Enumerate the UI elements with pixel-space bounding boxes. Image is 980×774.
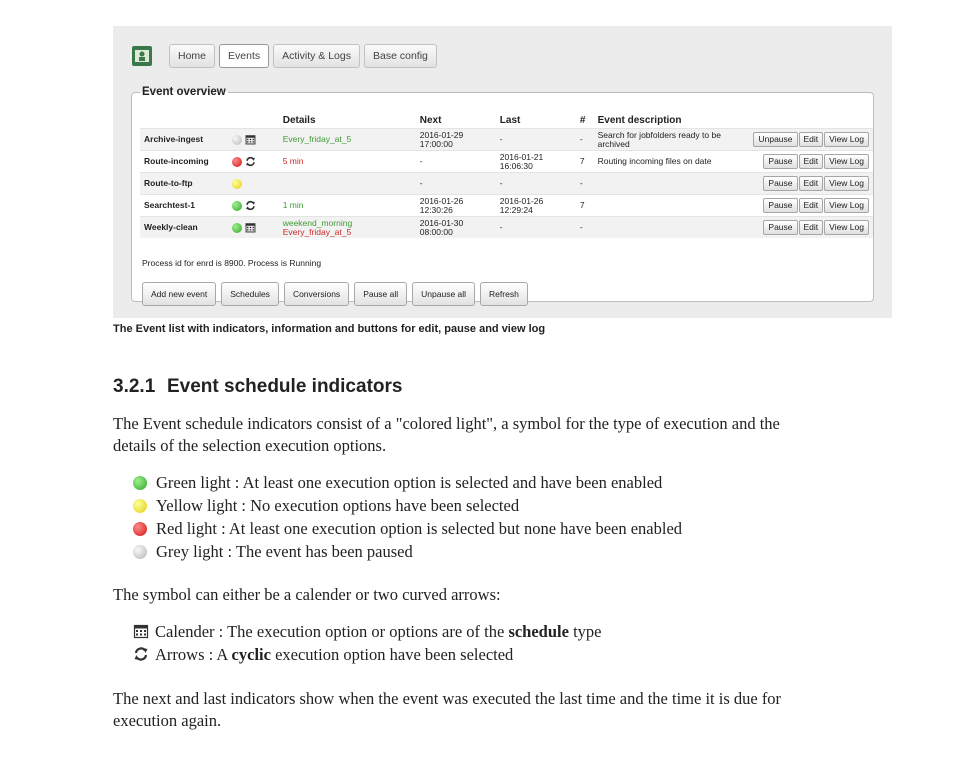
nav-tab-events[interactable]: Events bbox=[219, 44, 269, 68]
pause-toggle-button[interactable]: Unpause bbox=[753, 132, 797, 147]
last-text: 16:06:30 bbox=[499, 160, 533, 171]
last-text: 2016-01-26 bbox=[499, 195, 544, 206]
calendar-icon bbox=[133, 623, 149, 639]
event-overview-panel bbox=[131, 86, 874, 302]
symbol-intro-paragraph: The symbol can either be a calender or two curved arrows: bbox=[113, 585, 501, 604]
pause-toggle-button[interactable]: Pause bbox=[763, 176, 797, 191]
pause-toggle-button[interactable]: Pause bbox=[763, 198, 797, 213]
add-new-event-button[interactable]: Add new event bbox=[142, 282, 216, 306]
view-log-button[interactable]: View Log bbox=[824, 198, 869, 213]
list-item-calendar bbox=[133, 620, 602, 643]
next-text: 12:30:26 bbox=[419, 204, 453, 215]
edit-button[interactable]: Edit bbox=[799, 176, 824, 191]
pause-toggle-button[interactable]: Pause bbox=[763, 220, 797, 235]
details-cell bbox=[279, 195, 416, 217]
last-text: - bbox=[499, 222, 503, 232]
arrows-text: Arrows : A bbox=[155, 645, 232, 664]
col-description: Event description bbox=[597, 114, 682, 126]
details-cell bbox=[279, 129, 416, 151]
last-text: - bbox=[499, 134, 503, 144]
next-text: 2016-01-30 bbox=[419, 217, 464, 228]
conversions-button[interactable]: Conversions bbox=[284, 282, 349, 306]
calendar-bold: schedule bbox=[508, 622, 569, 641]
table-row bbox=[140, 217, 873, 239]
actions-cell bbox=[747, 195, 873, 217]
nav-tab-home[interactable]: Home bbox=[169, 44, 215, 68]
last-text: 12:29:24 bbox=[499, 204, 533, 215]
arrows-bold: cyclic bbox=[231, 645, 271, 664]
yellow-light-text: Yellow light : No execution options have been selected bbox=[156, 496, 520, 515]
next-text: 2016-01-29 bbox=[419, 129, 464, 140]
pause-all-button[interactable]: Pause all bbox=[354, 282, 407, 306]
next-cell bbox=[416, 195, 496, 217]
view-log-button[interactable]: View Log bbox=[824, 132, 869, 147]
view-log-button[interactable]: View Log bbox=[824, 176, 869, 191]
grey-light-text: Grey light : The event has been paused bbox=[156, 542, 413, 561]
col-count: # bbox=[579, 114, 586, 126]
event-name[interactable]: Archive-ingest bbox=[140, 129, 228, 151]
description-cell bbox=[594, 173, 747, 195]
yellow-light-icon bbox=[133, 499, 147, 513]
nav-tab-base-config[interactable]: Base config bbox=[364, 44, 437, 68]
count-cell: - bbox=[576, 173, 594, 195]
col-next: Next bbox=[419, 114, 442, 126]
process-status: Process id for enrd is 8900. Process is Running bbox=[142, 258, 322, 268]
detail-text: 1 min bbox=[282, 200, 304, 210]
indicator-cell bbox=[228, 173, 278, 195]
nav-tab-activity-logs[interactable]: Activity & Logs bbox=[273, 44, 360, 68]
indicator-cell bbox=[228, 129, 278, 151]
last-cell bbox=[496, 129, 576, 151]
next-text: 08:00:00 bbox=[419, 226, 453, 237]
description-cell: Search for jobfolders ready to be archived bbox=[594, 129, 747, 151]
next-text: 2016-01-26 bbox=[419, 195, 464, 206]
detail-text: Every_friday_at_5 bbox=[282, 134, 352, 144]
edit-button[interactable]: Edit bbox=[799, 154, 824, 169]
green-light-text: Green light : At least one execution option is selected and have been enabled bbox=[156, 473, 663, 492]
section-title: Event schedule indicators bbox=[167, 376, 403, 397]
last-text: - bbox=[499, 178, 503, 188]
next-text: - bbox=[419, 178, 423, 188]
actions-cell bbox=[747, 151, 873, 173]
closing-paragraph: The next and last indicators show when the event was executed the last time and the time it is due for execution again. bbox=[113, 689, 782, 730]
next-text: 17:00:00 bbox=[419, 138, 453, 149]
panel-title: Event overview bbox=[142, 86, 226, 98]
table-row bbox=[140, 151, 873, 173]
calendar-icon bbox=[245, 222, 256, 233]
indicator-cell bbox=[228, 217, 278, 239]
table-row bbox=[140, 129, 873, 151]
last-text: 2016-01-21 bbox=[499, 151, 544, 162]
refresh-button[interactable]: Refresh bbox=[480, 282, 528, 306]
app-logo-icon bbox=[129, 43, 155, 69]
schedules-button[interactable]: Schedules bbox=[221, 282, 279, 306]
arrows-icon bbox=[245, 200, 256, 211]
col-details: Details bbox=[282, 114, 316, 126]
indicator-cell bbox=[228, 195, 278, 217]
event-name[interactable]: Route-incoming bbox=[140, 151, 228, 173]
description-cell: Routing incoming files on date bbox=[594, 151, 747, 173]
arrows-icon bbox=[245, 156, 256, 167]
details-cell bbox=[279, 151, 416, 173]
indicator-cell bbox=[228, 151, 278, 173]
calendar-icon bbox=[245, 134, 256, 145]
edit-button[interactable]: Edit bbox=[799, 198, 824, 213]
event-table bbox=[140, 112, 873, 238]
last-cell bbox=[496, 195, 576, 217]
col-last: Last bbox=[499, 114, 521, 126]
detail-text: Every_friday_at_5 bbox=[282, 226, 352, 237]
lights-list bbox=[133, 471, 682, 563]
list-item-green-light bbox=[133, 471, 682, 494]
detail-text: weekend_morning bbox=[282, 217, 353, 228]
last-cell bbox=[496, 151, 576, 173]
last-cell bbox=[496, 217, 576, 239]
green-light-icon bbox=[133, 476, 147, 490]
count-cell: - bbox=[576, 217, 594, 239]
symbols-list bbox=[133, 620, 602, 666]
next-cell bbox=[416, 151, 496, 173]
detail-text: 5 min bbox=[282, 156, 304, 166]
event-name[interactable]: Searchtest-1 bbox=[140, 195, 228, 217]
arrows-suffix: execution option have been selected bbox=[270, 645, 514, 664]
grey-light-icon bbox=[232, 135, 242, 145]
section-number: 3.2.1 bbox=[113, 376, 156, 397]
section-heading bbox=[113, 376, 402, 398]
next-cell bbox=[416, 217, 496, 239]
calendar-suffix: type bbox=[568, 622, 602, 641]
next-cell bbox=[416, 173, 496, 195]
green-light-icon bbox=[232, 201, 242, 211]
red-light-icon bbox=[133, 522, 147, 536]
view-log-button[interactable]: View Log bbox=[824, 220, 869, 235]
intro-paragraph: The Event schedule indicators consist of a "colored light", a symbol for the type of execution and the details of the selection execution options. bbox=[113, 414, 780, 455]
actions-cell bbox=[747, 217, 873, 239]
actions-cell bbox=[747, 173, 873, 195]
next-cell bbox=[416, 129, 496, 151]
count-cell: 7 bbox=[576, 195, 594, 217]
view-log-button[interactable]: View Log bbox=[824, 154, 869, 169]
last-cell bbox=[496, 173, 576, 195]
grey-light-icon bbox=[133, 545, 147, 559]
table-row bbox=[140, 173, 873, 195]
top-nav bbox=[129, 42, 441, 70]
description-cell bbox=[594, 217, 747, 239]
event-name[interactable]: Weekly-clean bbox=[140, 217, 228, 239]
calendar-text: Calender : The execution option or options are of the bbox=[155, 622, 509, 641]
app-screenshot bbox=[113, 26, 892, 318]
description-cell bbox=[594, 195, 747, 217]
unpause-all-button[interactable]: Unpause all bbox=[412, 282, 475, 306]
green-light-icon bbox=[232, 223, 242, 233]
arrows-icon bbox=[133, 646, 149, 662]
count-cell: - bbox=[576, 129, 594, 151]
list-item-arrows bbox=[133, 643, 602, 666]
edit-button[interactable]: Edit bbox=[799, 220, 824, 235]
list-item-red-light bbox=[133, 517, 682, 540]
pause-toggle-button[interactable]: Pause bbox=[763, 154, 797, 169]
table-row bbox=[140, 195, 873, 217]
yellow-light-icon bbox=[232, 179, 242, 189]
actions-cell bbox=[747, 129, 873, 151]
event-name[interactable]: Route-to-ftp bbox=[140, 173, 228, 195]
details-cell bbox=[279, 173, 416, 195]
figure-caption: The Event list with indicators, information and buttons for edit, pause and view log bbox=[113, 323, 546, 335]
edit-button[interactable]: Edit bbox=[799, 132, 824, 147]
button-bar bbox=[142, 282, 533, 306]
list-item-grey-light bbox=[133, 540, 682, 563]
red-light-icon bbox=[232, 157, 242, 167]
details-cell bbox=[279, 217, 416, 239]
next-text: - bbox=[419, 156, 423, 166]
count-cell: 7 bbox=[576, 151, 594, 173]
list-item-yellow-light bbox=[133, 494, 682, 517]
red-light-text: Red light : At least one execution option is selected but none have been enabled bbox=[156, 519, 683, 538]
